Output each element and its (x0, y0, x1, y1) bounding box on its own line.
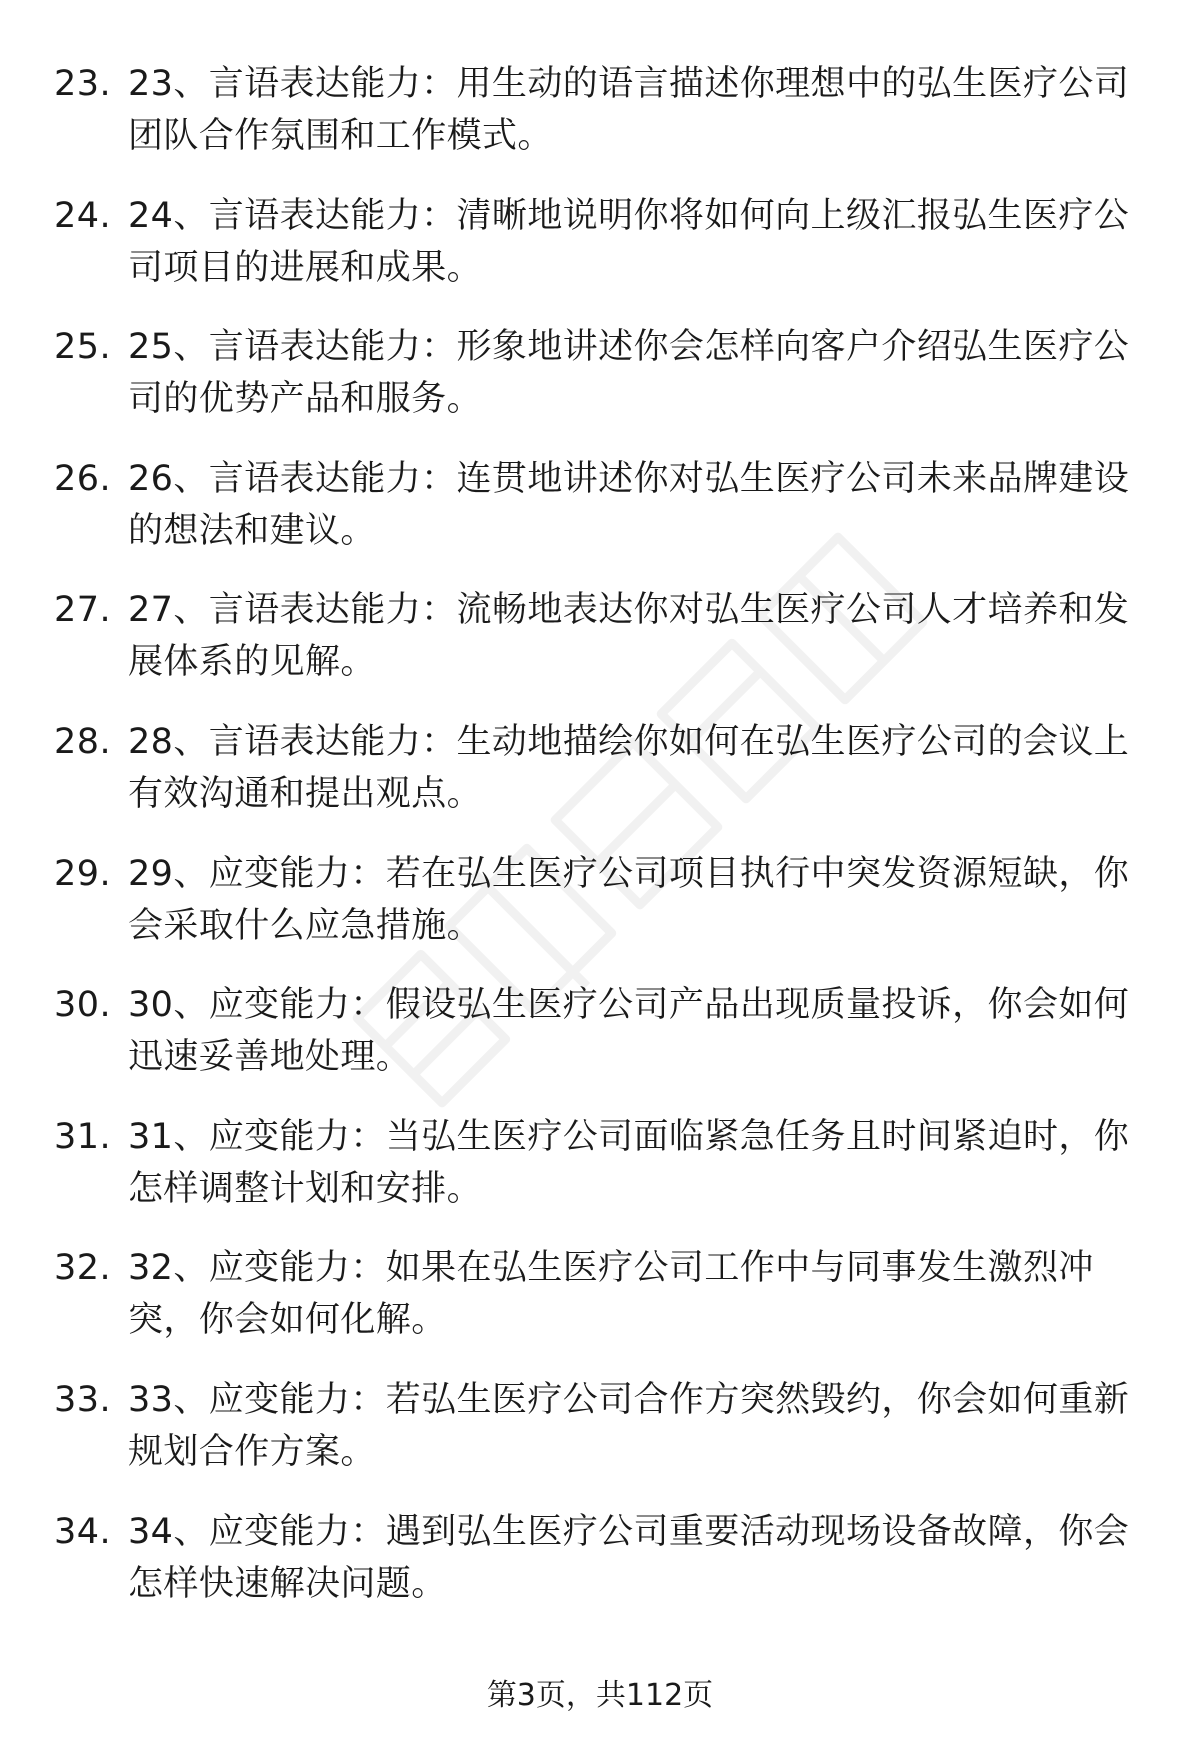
question-item (0, 58, 1200, 190)
question-item (0, 453, 1200, 585)
question-number: 32. (54, 1248, 112, 1289)
question-number: 26. (54, 458, 112, 499)
question-item (0, 1242, 1200, 1374)
question-text: 31、应变能力：当弘生医疗公司面临紧急任务且时间紧迫时，你怎样调整计划和安排。 (128, 1116, 1130, 1209)
question-text: 27、言语表达能力：流畅地表达你对弘生医疗公司人才培养和发展体系的见解。 (128, 590, 1130, 683)
question-item (0, 321, 1200, 453)
question-number: 33. (54, 1379, 112, 1420)
question-text: 29、应变能力：若在弘生医疗公司项目执行中突发资源短缺，你会采取什么应急措施。 (128, 853, 1130, 946)
question-number: 34. (54, 1511, 112, 1552)
question-item (0, 716, 1200, 848)
question-text: 25、言语表达能力：形象地讲述你会怎样向客户介绍弘生医疗公司的优势产品和服务。 (128, 327, 1130, 420)
question-text: 23、言语表达能力：用生动的语言描述你理想中的弘生医疗公司团队合作氛围和工作模式。 (128, 64, 1130, 156)
question-text: 24、言语表达能力：清晰地说明你将如何向上级汇报弘生医疗公司项目的进展和成果。 (128, 195, 1130, 288)
question-item (0, 1374, 1200, 1506)
question-text: 32、应变能力：如果在弘生医疗公司工作中与同事发生激烈冲突，你会如何化解。 (128, 1248, 1094, 1341)
question-number: 30. (54, 985, 112, 1026)
question-number: 25. (54, 327, 112, 368)
question-item (0, 1506, 1200, 1638)
question-item (0, 190, 1200, 322)
question-text: 33、应变能力：若弘生医疗公司合作方突然毁约，你会如何重新规划合作方案。 (128, 1379, 1130, 1472)
question-text: 26、言语表达能力：连贯地讲述你对弘生医疗公司未来品牌建设的想法和建议。 (128, 458, 1130, 551)
question-number: 29. (54, 853, 112, 894)
question-item (0, 979, 1200, 1111)
question-text: 34、应变能力：遇到弘生医疗公司重要活动现场设备故障，你会怎样快速解决问题。 (128, 1511, 1130, 1604)
question-number: 31. (54, 1116, 112, 1157)
question-text: 30、应变能力：假设弘生医疗公司产品出现质量投诉，你会如何迅速妥善地处理。 (128, 985, 1130, 1078)
question-number: 23. (54, 64, 112, 104)
question-number: 24. (54, 195, 112, 236)
question-number: 28. (54, 721, 112, 762)
question-item (0, 1111, 1200, 1243)
page-footer: 第3页，共112页 (486, 1678, 714, 1713)
question-number: 27. (54, 590, 112, 631)
question-item (0, 584, 1200, 716)
question-item (0, 848, 1200, 980)
question-text: 28、言语表达能力：生动地描绘你如何在弘生医疗公司的会议上有效沟通和提出观点。 (128, 721, 1130, 814)
question-list (0, 58, 1200, 1637)
